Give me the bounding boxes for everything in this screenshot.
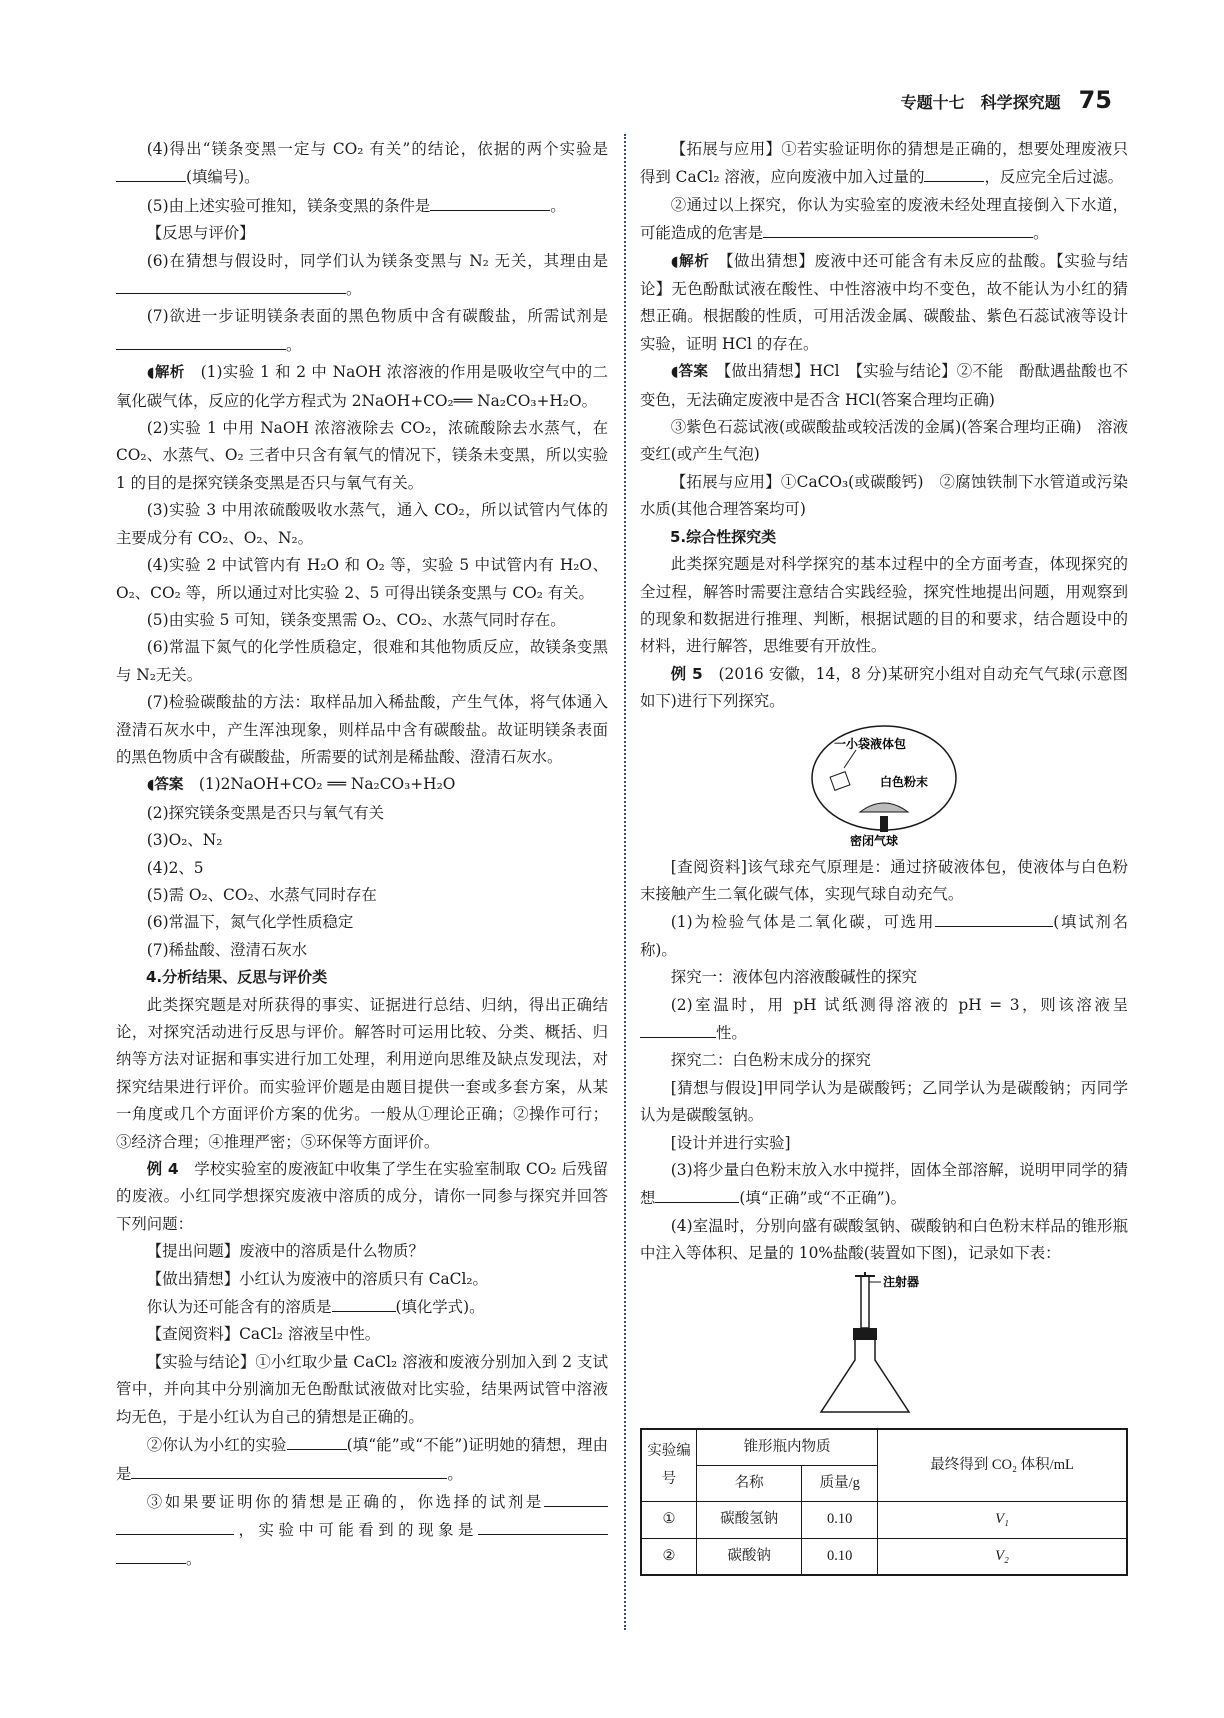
cell-mass: 0.10 bbox=[802, 1538, 878, 1575]
header-mass: 质量/g bbox=[802, 1466, 878, 1502]
analysis: ◖解析 【做出猜想】废液中还可能含有未反应的盐酸。【实验与结论】无色酚酞试液在酸性、中性溶液中均不变色，故不能认为小红的猜想正确。根据酸的性质，可用活泼金属、碳酸盐、紫色石蕊试液等设计实验，证明 HCl 的存在。 bbox=[640, 251, 1128, 353]
answer-blank[interactable] bbox=[935, 908, 1053, 927]
answer-tag: ◖答案 bbox=[146, 777, 184, 794]
experiment-conclusion: 【实验与结论】①小红取少量 CaCl₂ 溶液和废液分别加入到 2 支试管中，并向其中分别滴加无色酚酞试液做对比实验，结果两试管中溶液均无色，于是小红认为自己的猜想是正确的。 bbox=[116, 1352, 608, 1426]
header-exp-no: 实验编号 bbox=[641, 1429, 697, 1502]
section-4-text: 此类探究题是对所获得的事实、证据进行总结、归纳，得出正确结论，对探究活动进行反思与评价。解答时可运用比较、分类、概括、归纳等方法对证据和事实进行加工处理，利用逆向思维及缺点发现法，对探究结果进行评价。而实验评价题是由题目提供一套或多套方案，从某一角度或几个方面评价方案的优劣。一般从①理论正确；②操作可行；③经济合理；④推理严密；⑤环保等方面评价。 bbox=[116, 995, 608, 1151]
cell-no: ① bbox=[641, 1502, 697, 1538]
cell-name: 碳酸氢钠 bbox=[697, 1502, 802, 1538]
balloon-figure bbox=[804, 720, 964, 850]
answer-3: 【拓展与应用】①CaCO₃(或碳酸钙) ②腐蚀铁制下水管道或污染水质(其他合理答案均可) bbox=[640, 472, 1128, 519]
extension-1: 【拓展与应用】①若实验证明你的猜想是正确的，想要处理废液只得到 CaCl₂ 溶液，应向废液中加入过量的 ，反应完全后过滤。 bbox=[640, 140, 1128, 187]
question-6: (6)在猜想与假设时，同学们认为镁条变黑与 N₂ 无关，其理由是。 bbox=[116, 248, 608, 304]
analysis-7: (7)检验碳酸盐的方法：取样品加入稀盐酸，产生气体，将气体通入澄清石灰水中，产生浑浊现象，则样品中含有碳酸盐。故证明镁条表面的黑色物质中含有碳酸盐，所需要的试剂是稀盐酸、澄清石灰水。 bbox=[116, 693, 608, 766]
answer-5: (5)需 O₂、CO₂、水蒸气同时存在 bbox=[146, 885, 377, 904]
answer-tag: ◖答案 bbox=[670, 364, 709, 381]
answer-blank[interactable] bbox=[478, 1516, 608, 1535]
reflect-heading: 【反思与评价】 bbox=[146, 224, 255, 243]
answer-1: ◖答案 【做出猜想】HCl 【实验与结论】②不能 酚酞遇盐酸也不变色，无法确定废液中是否含 HCl(答案合理均正确) bbox=[640, 362, 1128, 409]
example-4: 例 4 学校实验室的废液缸中收集了学生在实验室制取 CO₂ 后残留的废液。小红同学想探究废液中溶质的成分，请你一同参与探究并回答下列问题： bbox=[116, 1160, 608, 1233]
consult-info: 【查阅资料】CaCl₂ 溶液呈中性。 bbox=[146, 1325, 381, 1344]
example-label: 例 5 bbox=[670, 664, 703, 683]
left-column bbox=[116, 136, 608, 1573]
probe-1: 探究一：液体包内溶液酸碱性的探究 bbox=[670, 968, 918, 987]
analysis-tag: ◖解析 bbox=[146, 365, 185, 382]
answer-1: ◖答案 (1)2NaOH+CO₂ ══ Na₂CO₃+H₂O bbox=[146, 775, 456, 794]
answer-blank[interactable] bbox=[116, 163, 186, 182]
question-2: (2)室温时，用 pH 试纸测得溶液的 pH = 3，则该溶液呈性。 bbox=[640, 992, 1128, 1048]
question-4: (4)得出“镁条变黑一定与 CO₂ 有关”的结论，依据的两个实验是(填编号)。 bbox=[116, 136, 608, 192]
header-name: 名称 bbox=[697, 1466, 802, 1502]
design-heading: [设计并进行实验] bbox=[670, 1133, 791, 1152]
header-co2-volume: 最终得到 CO₂ 体积/mL bbox=[878, 1429, 1127, 1502]
ask-question: 【提出问题】废液中的溶质是什么物质？ bbox=[146, 1242, 424, 1261]
answer-blank[interactable] bbox=[287, 1431, 347, 1450]
question-7: (7)欲进一步证明镁条表面的黑色物质中含有碳酸盐，所需试剂是。 bbox=[116, 303, 608, 359]
answer-4: (4)2、5 bbox=[146, 858, 204, 877]
analysis-1: ◖解析 (1)实验 1 和 2 中 NaOH 浓溶液的作用是吸收空气中的二氧化碳气体，反应的化学方程式为 2NaOH+CO₂══ Na₂CO₃+H₂O。 bbox=[116, 363, 609, 410]
answer-7: (7)稀盐酸、澄清石灰水 bbox=[146, 940, 308, 959]
table-row bbox=[641, 1538, 1127, 1575]
example-label: 例 4 bbox=[146, 1160, 179, 1179]
label-syringe: 注射器 bbox=[883, 1274, 920, 1289]
page-header bbox=[901, 86, 1112, 116]
make-guess: 【做出猜想】小红认为废液中的溶质只有 CaCl₂。 bbox=[146, 1269, 488, 1288]
analysis-6: (6)常温下氮气的化学性质稳定，很难和其他物质反应，故镁条变黑与 N₂无关。 bbox=[116, 638, 608, 684]
answer-blank[interactable] bbox=[131, 1460, 447, 1479]
answer-blank[interactable] bbox=[655, 1184, 739, 1203]
table-row bbox=[641, 1502, 1127, 1538]
probe-2: 探究二：白色粉末成分的探究 bbox=[670, 1051, 871, 1070]
answer-blank[interactable] bbox=[763, 219, 1033, 238]
answer-blank[interactable] bbox=[116, 331, 286, 350]
experiment-2: ②你认为小红的实验 (填“能”或“不能”)证明她的猜想，理由是 。 bbox=[116, 1431, 608, 1488]
analysis-2: (2)实验 1 中用 NaOH 浓溶液除去 CO₂，浓硫酸除去水蒸气，在 CO₂、水蒸气、O₂ 三者中只含有氧气的情况下，镁条未变黑，所以实验 1 的目的是探究镁条变黑是否只与氧气有关。 bbox=[116, 419, 608, 492]
answer-6: (6)常温下，氮气化学性质稳定 bbox=[146, 913, 354, 932]
question-5: (5)由上述实验可推知，镁条变黑的条件是 。 bbox=[116, 192, 608, 220]
experiment-3: ③如果要证明你的猜想是正确的，你选择的试剂是，实验中可能看到的现象是。 bbox=[116, 1488, 608, 1573]
section-5-text: 此类探究题是对科学探究的基本过程中的全方面考查，体现探究的全过程，解答时需要注意结合实践经验，探究性地提出问题，用观察到的现象和数据进行推理、判断，根据试题的目的和要求，结合题设中的材料，进行解答，思维要有开放性。 bbox=[640, 555, 1128, 656]
analysis-5: (5)由实验 5 可知，镁条变黑需 O₂、CO₂、水蒸气同时存在。 bbox=[146, 610, 566, 629]
extension-2: ②通过以上探究，你认为实验室的废液未经处理直接倒入下水道，可能造成的危害是 。 bbox=[640, 195, 1128, 243]
answer-2: ③紫色石蕊试液(或碳酸盐或较活泼的金属)(答案合理均正确) 溶液变红(或产生气泡) bbox=[640, 418, 1128, 464]
answer-blank[interactable] bbox=[116, 1516, 234, 1535]
answer-blank[interactable] bbox=[544, 1488, 608, 1507]
answer-2: (2)探究镁条变黑是否只与氧气有关 bbox=[146, 803, 385, 822]
label-sealed-balloon: 密闭气球 bbox=[850, 833, 899, 848]
cell-volume: V₂ bbox=[878, 1538, 1127, 1575]
header-flask-content: 锥形瓶内物质 bbox=[697, 1429, 878, 1466]
hypothesis: [猜想与假设]甲同学认为是碳酸钙；乙同学认为是碳酸钠；丙同学认为是碳酸氢钠。 bbox=[640, 1078, 1128, 1125]
topic-title: 专题十七 科学探究题 bbox=[900, 93, 1061, 112]
analysis-3: (3)实验 3 中用浓硫酸吸收水蒸气，通入 CO₂，所以试管内气体的主要成分有 CO₂、O₂、N₂。 bbox=[116, 501, 608, 547]
question-4: (4)室温时，分别向盛有碳酸氢钠、碳酸钠和白色粉末样品的锥形瓶中注入等体积、足量的 10%盐酸(装置如下图)，记录如下表： bbox=[640, 1216, 1128, 1263]
flask-figure bbox=[809, 1272, 959, 1422]
cell-volume: V₁ bbox=[878, 1502, 1127, 1538]
right-column bbox=[640, 136, 1128, 1576]
guess-2: 你认为还可能含有的溶质是 (填化学式)。 bbox=[116, 1293, 608, 1321]
section-4-heading: 4.分析结果、反思与评价类 bbox=[146, 968, 328, 987]
example-5: 例 5 (2016 安徽，14，8 分)某研究小组对自动充气气球(示意图如下)进行下列探究。 bbox=[640, 664, 1128, 711]
page-number: 75 bbox=[1078, 86, 1112, 114]
column-divider bbox=[624, 134, 626, 1630]
answer-blank[interactable] bbox=[332, 1293, 396, 1312]
answer-3: (3)O₂、N₂ bbox=[146, 831, 223, 850]
cell-no: ② bbox=[641, 1538, 697, 1575]
analysis-4: (4)实验 2 中试管内有 H₂O 和 O₂ 等，实验 5 中试管内有 H₂O、O₂、CO₂ 等，所以通过对比实验 2、5 可得出镁条变黑与 CO₂ 有关。 bbox=[116, 556, 608, 602]
section-5-heading: 5.综合性探究类 bbox=[670, 527, 777, 546]
label-liquid-bag: 一小袋液体包 bbox=[834, 736, 907, 751]
answer-blank[interactable] bbox=[430, 192, 550, 211]
results-table bbox=[640, 1428, 1128, 1577]
cell-name: 碳酸钠 bbox=[697, 1538, 802, 1575]
answer-blank[interactable] bbox=[640, 1019, 716, 1038]
question-1: (1)为检验气体是二氧化碳，可选用 (填试剂名称)。 bbox=[640, 908, 1128, 964]
answer-blank[interactable] bbox=[116, 275, 346, 294]
analysis-tag: ◖解析 bbox=[670, 253, 710, 270]
cell-mass: 0.10 bbox=[802, 1502, 878, 1538]
answer-blank[interactable] bbox=[116, 1545, 186, 1564]
answer-blank[interactable] bbox=[924, 163, 984, 182]
label-white-powder: 白色粉末 bbox=[880, 774, 929, 789]
question-3: (3)将少量白色粉末放入水中搅拌，固体全部溶解，说明甲同学的猜想 (填“正确”或“不正确”)。 bbox=[640, 1161, 1128, 1208]
consult-info: [查阅资料]该气球充气原理是：通过挤破液体包，使液体与白色粉末接触产生二氧化碳气体，实现气球自动充气。 bbox=[640, 857, 1128, 903]
